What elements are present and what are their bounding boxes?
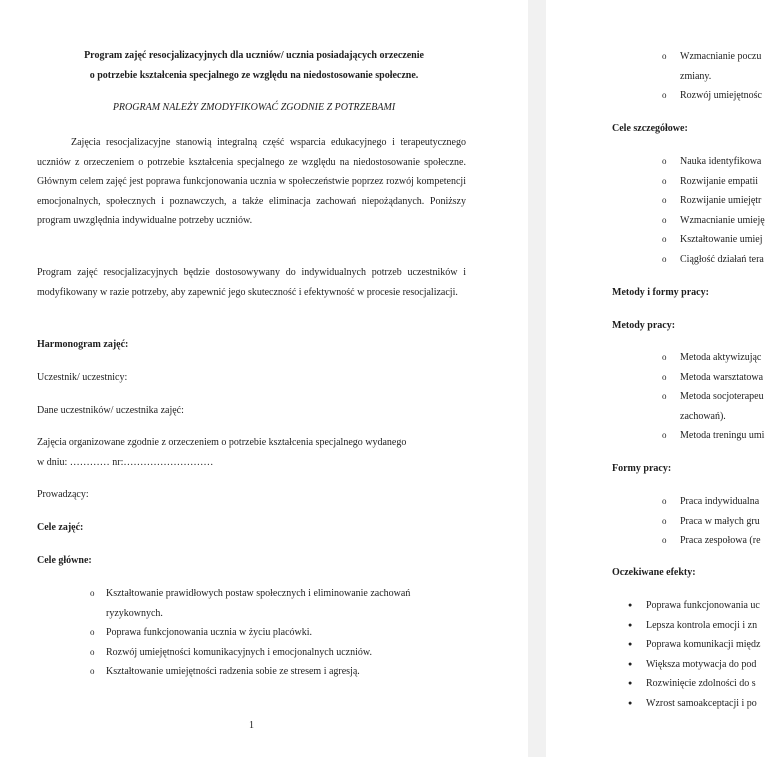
page-gutter: [528, 0, 546, 757]
list-item: o Rozwój umiejętnośc: [662, 86, 762, 106]
bullet-icon: o: [90, 646, 95, 657]
bullet-icon: o: [662, 90, 667, 100]
list-item: o Poprawa funkcjonowania ucznia w życiu placówki.: [90, 623, 470, 643]
list-item: o Rozwijanie umiejętr: [662, 191, 765, 211]
main-goals-list: [90, 584, 470, 682]
effects-list: [628, 596, 760, 713]
list-item: o Kształtowanie umiejętności radzenia sobie ze stresem i agresją.: [90, 662, 470, 682]
list-item: o Metoda warsztatowa: [662, 368, 764, 388]
effects-heading: Oczekiwane efekty:: [612, 567, 696, 578]
document-title-line-2: o potrzebie kształcenia specjalnego ze względu na niedostosowanie społeczne.: [89, 70, 419, 81]
methods-list: [662, 348, 764, 446]
list-item: o Rozwój umiejętności komunikacyjnych i emocjonalnych uczniów.: [90, 643, 470, 663]
modification-note: PROGRAM NALEŻY ZMODYFIKOWAĆ ZGODNIE Z POTRZEBAMI: [112, 102, 396, 113]
list-item: o Metoda treningu umi: [662, 426, 764, 446]
list-item: o Praca w małych gru: [662, 512, 761, 532]
list-item: ● Poprawa funkcjonowania uc: [628, 596, 760, 616]
list-item: o Kształtowanie prawidłowych postaw społecznych i eliminowanie zachowań ryzykownych.: [90, 584, 470, 623]
list-item: ● Wzrost samoakceptacji i po: [628, 694, 760, 714]
list-item: o Metoda aktywizując: [662, 348, 764, 368]
schedule-heading: Harmonogram zajęć:: [37, 339, 129, 350]
list-item: ● Lepsza kontrola emocji i zn: [628, 616, 760, 636]
bullet-icon: ●: [628, 601, 633, 609]
bullet-icon: o: [662, 371, 667, 382]
bullet-icon: o: [662, 352, 667, 362]
methods-forms-heading: Metody i formy pracy:: [612, 287, 709, 298]
bullet-icon: o: [662, 195, 667, 205]
participant-label: Uczestnik/ uczestnicy:: [37, 372, 128, 383]
continued-goals-list: [662, 47, 762, 106]
intro-paragraph: Zajęcia resocjalizacyjne stanowią integralną część wsparcia edukacyjnego i terapeutycznego uczniów z orzeczeniem o potrzebie kształcenia specjalnego ze względu na niedostosowanie społeczne. Głównym celem zajęć jest poprawa funkcjonowania ucznia w społeczeństwie poprzez rozwój kompetencji emocjonalnych, społecznych i poznawczych, a także eliminacja zachowań niepożądanych. Poniższy program uwzględnia indywidualne potrzeby uczniów.: [37, 137, 466, 226]
bullet-icon: o: [662, 496, 667, 506]
bullet-icon: ●: [628, 640, 633, 648]
participant-data-label: Dane uczestników/ uczestnika zajęć:: [37, 405, 184, 416]
bullet-icon: o: [662, 430, 667, 440]
list-item: o Wzmacnianie umieję: [662, 211, 765, 231]
goals-heading: Cele zajęć:: [37, 522, 84, 533]
bullet-icon: ●: [628, 620, 633, 629]
methods-heading: Metody pracy:: [612, 320, 676, 331]
list-item: o Nauka identyfikowa: [662, 152, 765, 172]
bullet-icon: o: [90, 627, 95, 637]
document-title-line-1: Program zajęć resocjalizacyjnych dla uczniów/ ucznia posiadających orzeczenie: [84, 50, 424, 61]
adapt-paragraph: Program zajęć resocjalizacyjnych będzie dostosowywany do indywidualnych potrzeb uczestników i modyfikowany w razie potrzeby, aby zapewnić jego skuteczność i efektywność w procesie resocjalizacji.: [37, 267, 466, 298]
specific-goals-list: [662, 152, 765, 269]
bullet-icon: o: [662, 253, 667, 264]
bullet-icon: o: [662, 391, 667, 401]
bullet-icon: o: [662, 515, 667, 526]
bullet-icon: o: [662, 535, 667, 545]
bullet-icon: o: [90, 666, 95, 676]
list-item: ● Poprawa komunikacji międz: [628, 635, 760, 655]
bullet-icon: o: [662, 214, 667, 225]
list-item: o Ciągłość działań tera: [662, 250, 765, 270]
list-item: o Praca zespołowa (re: [662, 531, 761, 551]
list-item: o Kształtowanie umiej: [662, 230, 765, 250]
bullet-icon: ●: [628, 679, 633, 687]
bullet-icon: o: [662, 156, 667, 166]
forms-list: [662, 492, 761, 551]
bullet-icon: ●: [628, 698, 633, 707]
bullet-icon: o: [662, 175, 667, 186]
list-item: o Praca indywidualna: [662, 492, 761, 512]
page-number: 1: [249, 720, 254, 731]
list-item: ● Rozwinięcie zdolności do s: [628, 674, 760, 694]
main-goals-heading: Cele główne:: [37, 555, 92, 566]
list-item: o Wzmacnianie poczu zmiany.: [662, 47, 762, 86]
list-item: o Rozwijanie empatii: [662, 172, 765, 192]
organized-line-2: w dniu: ………… nr:………………………: [37, 457, 214, 468]
list-item: ● Większa motywacja do pod: [628, 655, 760, 675]
bullet-icon: o: [662, 51, 667, 61]
forms-heading: Formy pracy:: [612, 463, 672, 474]
specific-goals-heading: Cele szczegółowe:: [612, 123, 688, 134]
bullet-icon: ●: [628, 659, 633, 668]
document-page-2: [546, 0, 772, 757]
bullet-icon: o: [90, 588, 95, 598]
list-item: o Metoda socjoterapeu zachowań).: [662, 387, 764, 426]
organized-line-1: Zajęcia organizowane zgodnie z orzeczeniem o potrzebie kształcenia specjalnego wydanego: [37, 437, 407, 448]
bullet-icon: o: [662, 234, 667, 244]
leader-label: Prowadzący:: [37, 489, 89, 500]
